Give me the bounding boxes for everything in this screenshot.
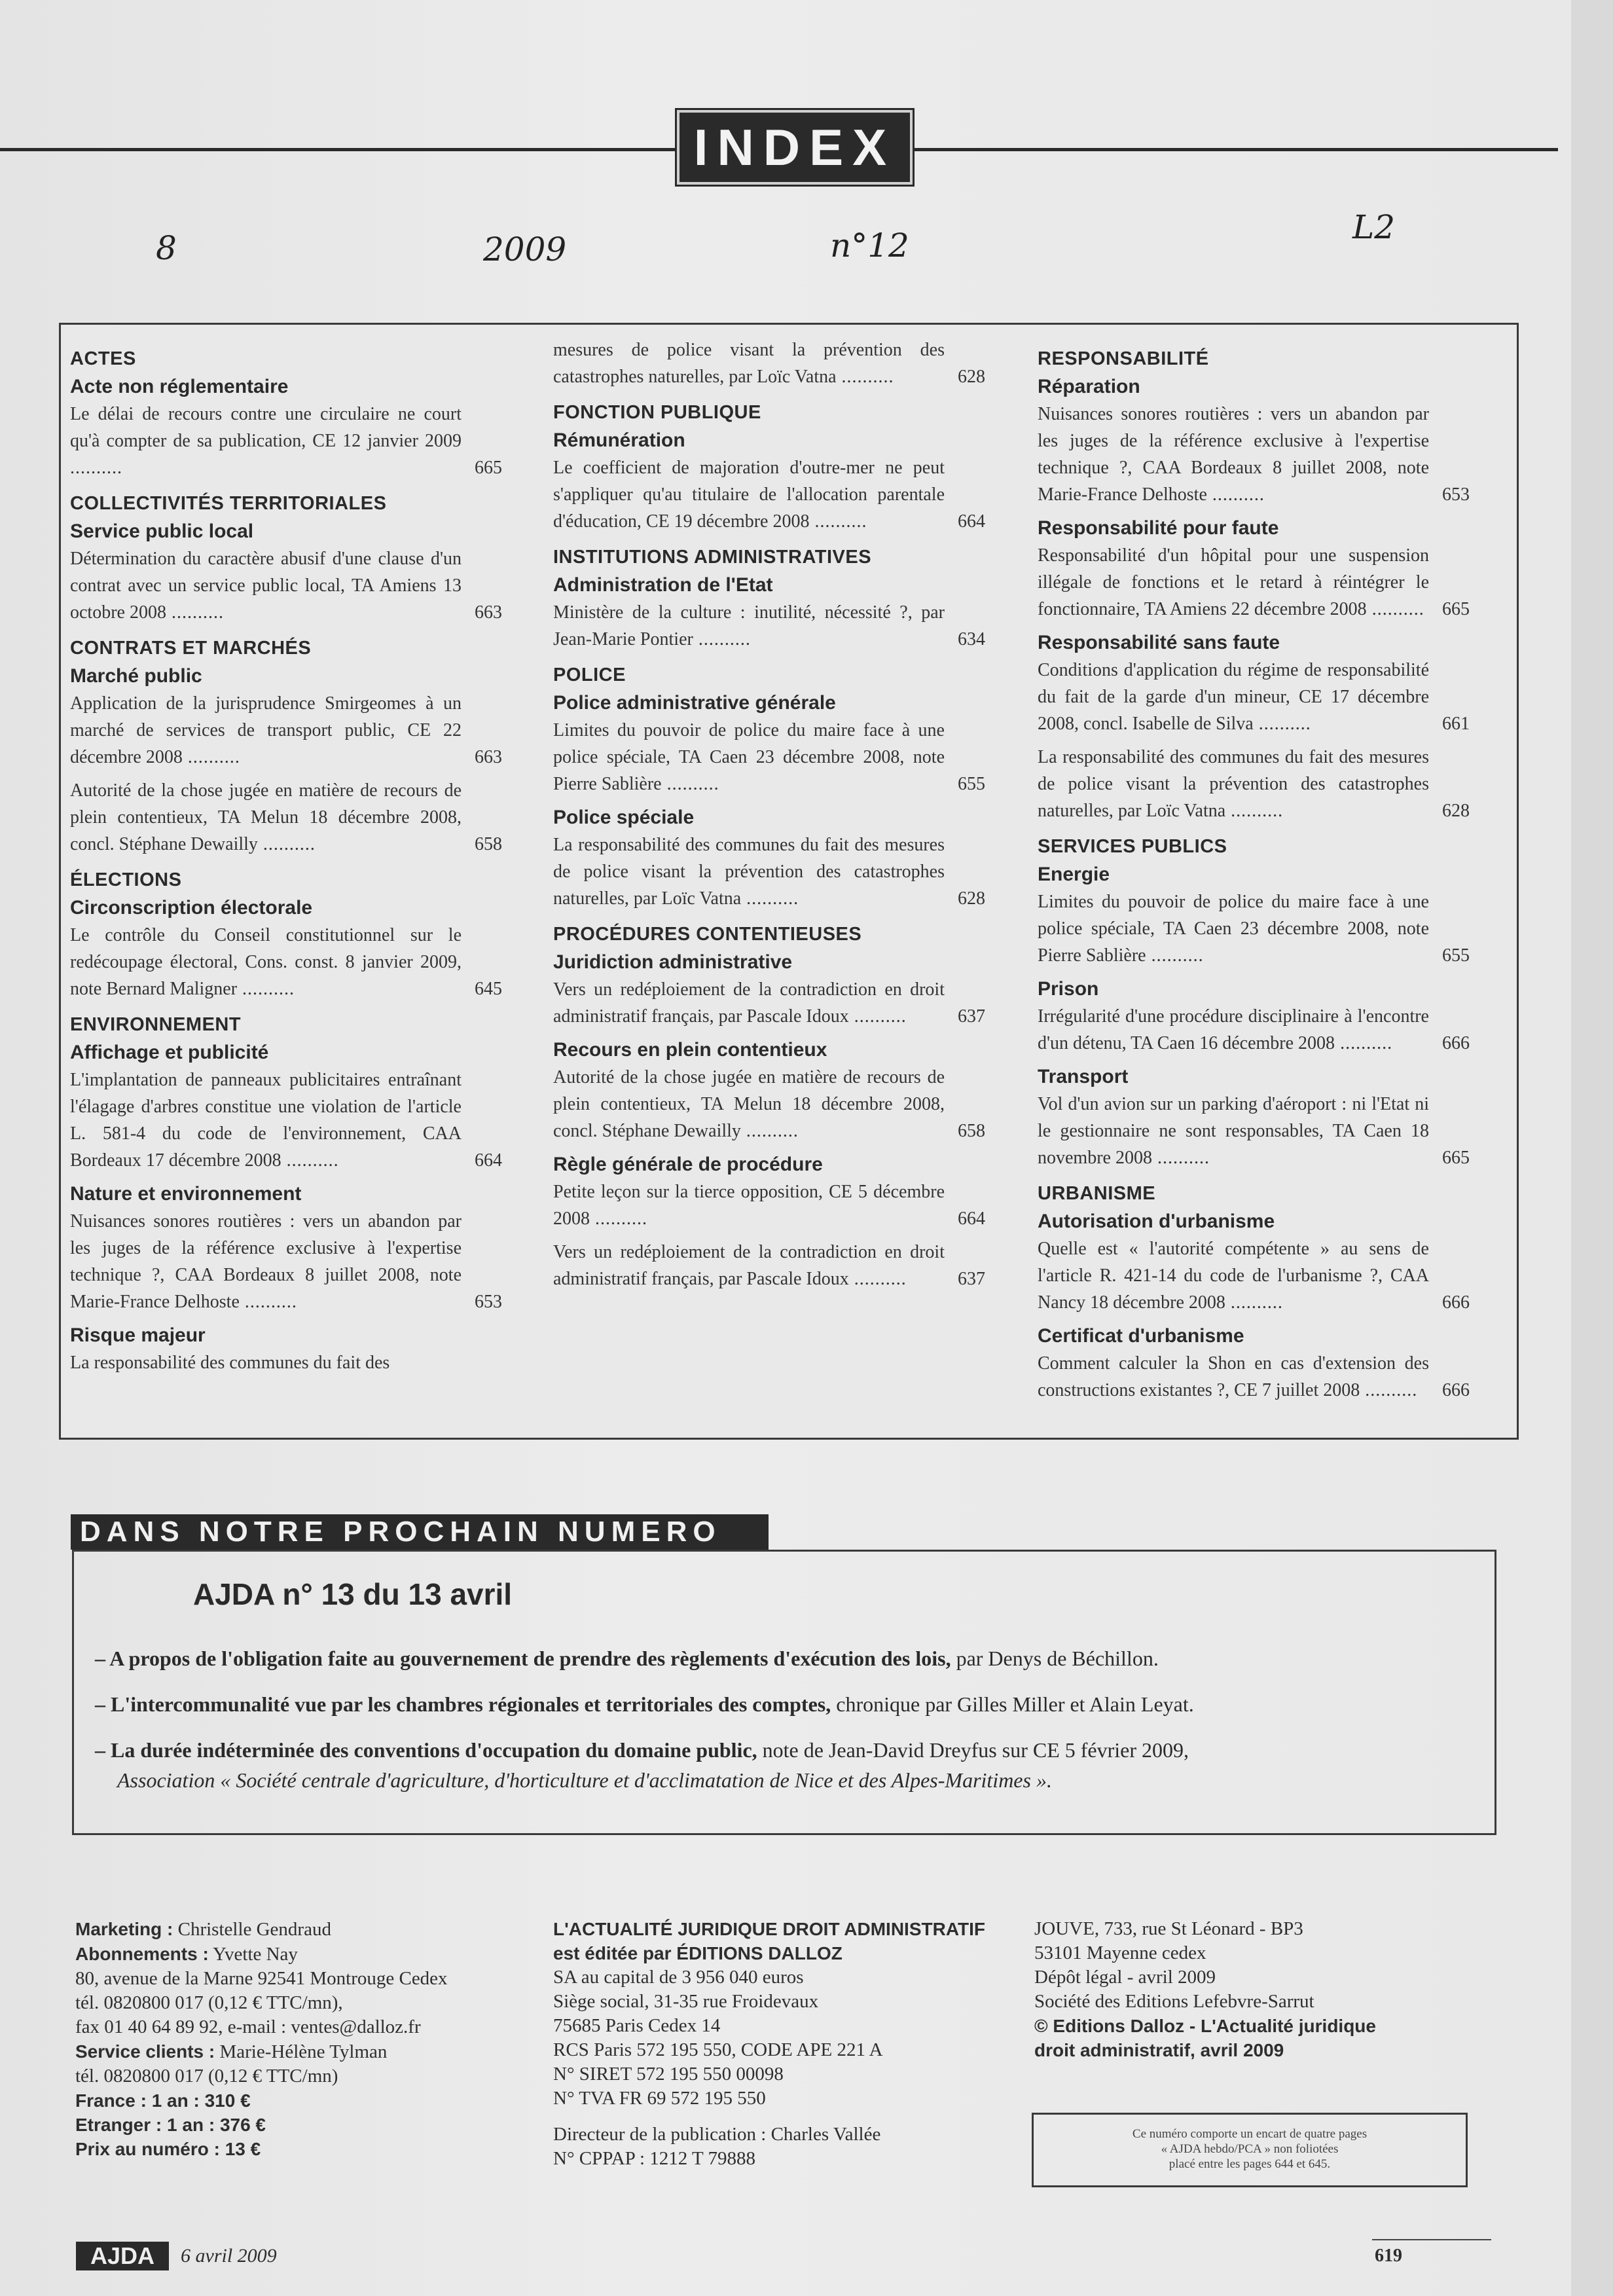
- page-ref: 655: [958, 774, 985, 794]
- subsection-heading: Administration de l'Etat: [553, 574, 773, 596]
- handwritten-issue: n°12: [830, 227, 909, 264]
- leader-dots: ..........: [740, 1121, 799, 1141]
- publisher: est éditée par ÉDITIONS DALLOZ: [553, 1943, 843, 1963]
- entry-text: La responsabilité des communes du fait des mesures de police visant la prévention des catastrophes naturelles, par Loïc Vatna: [553, 835, 945, 909]
- page-ref: 664: [958, 511, 985, 532]
- page-ref: 663: [475, 602, 502, 623]
- subsection-heading: Nature et environnement: [70, 1183, 302, 1205]
- next-item-case: Association « Société centrale d'agriculture, d'horticulture et d'acclimatation de Nice et des Alpes-Maritimes ».: [117, 1768, 1052, 1792]
- leader-dots: ..........: [166, 602, 224, 623]
- page-ref: 658: [958, 1121, 985, 1141]
- index-entry: [70, 1066, 502, 1174]
- page-ref: 628: [958, 367, 985, 387]
- leader-dots: ..........: [848, 1269, 907, 1289]
- subsection-heading: Juridiction administrative: [553, 951, 793, 973]
- rcs: RCS Paris 572 195 550, CODE APE 221 A: [553, 2039, 883, 2060]
- page-ref: 637: [958, 1269, 985, 1289]
- index-entry: [70, 777, 502, 858]
- page-ref: 655: [1442, 945, 1470, 966]
- printer: JOUVE, 733, rue St Léonard - BP3: [1034, 1918, 1303, 1939]
- leader-dots: ..........: [661, 774, 719, 794]
- page-ref: 665: [475, 458, 502, 478]
- leader-dots: ..........: [836, 367, 894, 387]
- phone: tél. 0820800 017 (0,12 € TTC/mn),: [75, 1992, 343, 2013]
- subsection-heading: Service public local: [70, 520, 254, 542]
- section-heading: RESPONSABILITÉ: [1038, 348, 1209, 369]
- leader-dots: ..........: [1366, 599, 1424, 619]
- index-frame: [59, 323, 1519, 1440]
- leader-dots: ..........: [848, 1006, 907, 1027]
- section-heading: ENVIRONNEMENT: [70, 1014, 242, 1035]
- page-ref: 653: [1442, 484, 1470, 505]
- colophon-publisher: [553, 1917, 1024, 2171]
- copyright-2: droit administratif, avril 2009: [1034, 2040, 1284, 2060]
- page-ref: 628: [958, 888, 985, 909]
- entry-text: Le délai de recours contre une circulaire ne court qu'à compter de sa publication, CE 12 janvier 2009: [70, 404, 462, 451]
- subsection-heading: Responsabilité sans faute: [1038, 632, 1280, 653]
- leader-dots: ..........: [1151, 1148, 1210, 1168]
- leader-dots: ..........: [1253, 714, 1311, 734]
- leader-dots: ..........: [1225, 1292, 1283, 1313]
- index-entry: [553, 599, 985, 653]
- notice-line-1: Ce numéro comporte un encart de quatre pages: [1132, 2127, 1368, 2141]
- colophon-printer: [1034, 1917, 1493, 2062]
- index-entry: [553, 717, 985, 797]
- next-item-2: [95, 1689, 1194, 1719]
- handwritten-mark: L2: [1352, 208, 1396, 246]
- subsection-heading: Police administrative générale: [553, 692, 836, 714]
- index-entry: [1038, 888, 1470, 969]
- subsection-heading: Règle générale de procédure: [553, 1154, 823, 1175]
- index-entry: [70, 1208, 502, 1315]
- index-entry: [1038, 1003, 1470, 1057]
- notice-line-2: « AJDA hebdo/PCA » non foliotées: [1161, 2142, 1339, 2156]
- next-item-1: [95, 1643, 1159, 1673]
- next-item-title: – A propos de l'obligation faite au gouvernement de prendre des règlements d'exécution des lois,: [95, 1647, 951, 1670]
- next-issue-box: [72, 1550, 1496, 1835]
- section-heading: SERVICES PUBLICS: [1038, 836, 1227, 857]
- next-item-title: – L'intercommunalité vue par les chambres régionales et territoriales des comptes,: [95, 1692, 831, 1716]
- next-item-author: note de Jean-David Dreyfus sur CE 5 février 2009,: [757, 1738, 1189, 1762]
- price-france: France : 1 an : 310 €: [75, 2090, 251, 2111]
- service-label: Service clients :: [75, 2041, 215, 2062]
- subsection-heading: Prison: [1038, 978, 1099, 1000]
- entry-text: Limites du pouvoir de police du maire face à une police spéciale, TA Caen 23 décembre 2008, note Pierre Sablière: [1038, 892, 1429, 966]
- page-ref: 634: [958, 629, 985, 649]
- subsection-heading: Transport: [1038, 1066, 1129, 1087]
- page-ref: 653: [475, 1292, 502, 1312]
- leader-dots: ..........: [693, 629, 751, 649]
- leader-dots: ..........: [741, 888, 799, 909]
- index-entry: [1038, 1350, 1470, 1404]
- index-entry: [1038, 657, 1470, 737]
- subsection-heading: Recours en plein contentieux: [553, 1039, 827, 1061]
- entry-text: Limites du pouvoir de police du maire face à une police spéciale, TA Caen 23 décembre 2008, note Pierre Sablière: [553, 720, 945, 794]
- subsection-heading: Energie: [1038, 864, 1110, 885]
- index-entry: [1038, 401, 1470, 508]
- tva: N° TVA FR 69 572 195 550: [553, 2088, 766, 2109]
- entry-text: Irrégularité d'une procédure disciplinaire à l'encontre d'un détenu, TA Caen 16 décembre 2008: [1038, 1006, 1429, 1053]
- index-entry: [1038, 1091, 1470, 1171]
- page-ref: 628: [1442, 801, 1470, 821]
- section-heading: ACTES: [70, 348, 136, 369]
- entry-text: Autorité de la chose jugée en matière de recours de plein contentieux, TA Melun 18 décembre 2008, concl. Stéphane Dewailly: [70, 780, 462, 854]
- index-entry: [553, 976, 985, 1030]
- page-ref: 664: [475, 1150, 502, 1171]
- entry-text: Responsabilité d'un hôpital pour une suspension illégale de fonctions et le retard à réintégrer le fonctionnaire, TA Amiens 22 décembre 2008: [1038, 545, 1429, 619]
- entry-text: La responsabilité des communes du fait des: [70, 1353, 390, 1373]
- leader-dots: ..........: [809, 511, 867, 532]
- leader-dots: ..........: [237, 979, 295, 999]
- page-ref: 665: [1442, 1148, 1470, 1168]
- fax-email: fax 01 40 64 89 92, e-mail : ventes@dalloz.fr: [75, 2016, 421, 2037]
- page-ref: 666: [1442, 1033, 1470, 1053]
- index-entry: [553, 1064, 985, 1144]
- section-heading: INSTITUTIONS ADMINISTRATIVES: [553, 547, 872, 568]
- insert-notice: [1032, 2113, 1468, 2187]
- subsection-heading: Autorisation d'urbanisme: [1038, 1211, 1275, 1232]
- entry-text: Nuisances sonores routières : vers un abandon par les juges de la référence exclusive à l'expertise technique ?, CAA Bordeaux 8 juillet 2008, note Marie-France Delhoste: [1038, 404, 1429, 505]
- leader-dots: ..........: [590, 1209, 647, 1229]
- next-item-title: – La durée indéterminée des conventions d'occupation du domaine public,: [95, 1738, 757, 1762]
- leader-dots: ..........: [1146, 945, 1204, 966]
- copyright-1: © Editions Dalloz - L'Actualité juridique: [1034, 2016, 1376, 2036]
- publication-name: L'ACTUALITÉ JURIDIQUE DROIT ADMINISTRATIF: [553, 1919, 985, 1939]
- page-ref: 666: [1442, 1380, 1470, 1400]
- index-entry: [553, 1239, 985, 1292]
- entry-text: Vol d'un avion sur un parking d'aéroport : ni l'Etat ni le gestionnaire ne sont responsables, TA Caen 18 novembre 2008: [1038, 1094, 1429, 1168]
- index-entry: [70, 922, 502, 1002]
- entry-text: Comment calculer la Shon en cas d'extension des constructions existantes ?, CE 7 juillet 2008: [1038, 1353, 1429, 1400]
- entry-text: Détermination du caractère abusif d'une clause d'un contrat avec un service public local, TA Amiens 13 octobre 2008: [70, 549, 462, 623]
- entry-text: Le contrôle du Conseil constitutionnel sur le redécoupage électoral, Cons. const. 8 janvier 2009, note Bernard Maligner: [70, 925, 462, 999]
- leader-dots: ..........: [182, 747, 240, 767]
- printer-city: 53101 Mayenne cedex: [1034, 1942, 1206, 1963]
- index-entry: [553, 337, 985, 390]
- leader-dots: ..........: [257, 834, 316, 854]
- entry-text: Conditions d'application du régime de responsabilité du fait de la garde d'un mineur, CE 17 décembre 2008, concl. Isabelle de Silva: [1038, 660, 1429, 734]
- page-ref: 664: [958, 1209, 985, 1229]
- notice-line-3: placé entre les pages 644 et 645.: [1169, 2157, 1331, 2171]
- section-heading: CONTRATS ET MARCHÉS: [70, 638, 312, 659]
- subsection-heading: Marché public: [70, 665, 202, 687]
- page-ref: 637: [958, 1006, 985, 1027]
- subsection-heading: Certificat d'urbanisme: [1038, 1325, 1244, 1347]
- subsection-heading: Réparation: [1038, 376, 1140, 397]
- section-heading: ÉLECTIONS: [70, 869, 182, 890]
- service-name: Marie-Hélène Tylman: [219, 2041, 388, 2062]
- next-issue-heading: DANS NOTRE PROCHAIN NUMERO: [71, 1514, 769, 1550]
- leader-dots: ..........: [1335, 1033, 1393, 1053]
- index-title: INDEX: [677, 110, 913, 185]
- city: 75685 Paris Cedex 14: [553, 2015, 721, 2036]
- page-ref: 661: [1442, 714, 1470, 734]
- index-entry: [553, 454, 985, 535]
- page-edge: [1571, 0, 1613, 2296]
- leader-dots: ..........: [281, 1150, 339, 1171]
- subsection-heading: Affichage et publicité: [70, 1042, 269, 1063]
- index-entry: [1038, 744, 1470, 824]
- legal-deposit: Dépôt légal - avril 2009: [1034, 1967, 1216, 1988]
- service-phone: tél. 0820800 017 (0,12 € TTC/mn): [75, 2066, 338, 2086]
- index-column-3: [1038, 337, 1470, 1410]
- director: Directeur de la publication : Charles Vallée: [553, 2124, 881, 2145]
- section-heading: URBANISME: [1038, 1183, 1156, 1204]
- entry-text: Nuisances sonores routières : vers un abandon par les juges de la référence exclusive à l'expertise technique ?, CAA Bordeaux 8 juillet 2008, note Marie-France Delhoste: [70, 1211, 462, 1312]
- abonnements-name: Yvette Nay: [212, 1944, 298, 1965]
- abonnements-label: Abonnements :: [75, 1944, 209, 1964]
- index-entry: [70, 1349, 502, 1376]
- ajda-logo: AJDA: [76, 2242, 169, 2270]
- page-ref: 663: [475, 747, 502, 767]
- next-issue-number: AJDA n° 13 du 13 avril: [193, 1577, 513, 1611]
- entry-text: L'implantation de panneaux publicitaires entraînant l'élagage d'arbres constitue une violation de l'article L. 581-4 du code de l'environnement, CAA Bordeaux 17 décembre 2008: [70, 1070, 462, 1171]
- footer-rule: [1372, 2239, 1491, 2240]
- index-entry: [553, 831, 985, 912]
- section-heading: POLICE: [553, 665, 626, 685]
- page-ref: 645: [475, 979, 502, 999]
- handwritten-year: 2009: [483, 230, 567, 268]
- entry-text: Application de la jurisprudence Smirgeomes à un marché de services de transport public, CE 22 décembre 2008: [70, 693, 462, 767]
- index-entry: [70, 401, 502, 481]
- index-entry: [1038, 542, 1470, 623]
- page-number: 619: [1375, 2246, 1402, 2266]
- index-entry: [70, 690, 502, 771]
- entry-text: Le coefficient de majoration d'outre-mer ne peut s'appliquer qu'au titulaire de l'allocation parentale d'éducation, CE 19 décembre 2008: [553, 458, 945, 532]
- marketing-label: Marketing :: [75, 1919, 173, 1939]
- leader-dots: ..........: [1206, 484, 1265, 505]
- entry-text: Vers un redéploiement de la contradiction en droit administratif français, par Pascale Idoux: [553, 979, 945, 1027]
- leader-dots: ..........: [70, 458, 122, 478]
- index-column-1: [70, 337, 502, 1383]
- leader-dots: ..........: [1225, 801, 1284, 821]
- page-ref: 666: [1442, 1292, 1470, 1313]
- index-entry: [553, 1178, 985, 1232]
- entry-text: Ministère de la culture : inutilité, nécessité ?, par Jean-Marie Pontier: [553, 602, 945, 649]
- section-heading: COLLECTIVITÉS TERRITORIALES: [70, 493, 387, 514]
- subsection-heading: Circonscription électorale: [70, 897, 313, 919]
- leader-dots: ..........: [1360, 1380, 1418, 1400]
- entry-text: La responsabilité des communes du fait des mesures de police visant la prévention des catastrophes naturelles, par Loïc Vatna: [1038, 747, 1429, 821]
- cppap: N° CPPAP : 1212 T 79888: [553, 2148, 755, 2169]
- price-issue: Prix au numéro : 13 €: [75, 2139, 261, 2159]
- footer-date: 6 avril 2009: [181, 2245, 277, 2267]
- entry-text: mesures de police visant la prévention des catastrophes naturelles, par Loïc Vatna: [553, 340, 945, 387]
- section-heading: FONCTION PUBLIQUE: [553, 402, 761, 423]
- entry-text: Quelle est « l'autorité compétente » au sens de l'article R. 421-14 du code de l'urbanisme ?, CAA Nancy 18 décembre 2008: [1038, 1239, 1429, 1313]
- siret: N° SIRET 572 195 550 00098: [553, 2064, 784, 2085]
- marketing-name: Christelle Gendraud: [177, 1919, 331, 1940]
- next-item-3: [95, 1735, 1189, 1795]
- subsection-heading: Rémunération: [553, 429, 685, 451]
- entry-text: Vers un redéploiement de la contradiction en droit administratif français, par Pascale Idoux: [553, 1242, 945, 1289]
- entry-text: Autorité de la chose jugée en matière de recours de plein contentieux, TA Melun 18 décembre 2008, concl. Stéphane Dewailly: [553, 1067, 945, 1141]
- page-ref: 665: [1442, 599, 1470, 619]
- subsection-heading: Acte non réglementaire: [70, 376, 289, 397]
- index-column-2: [553, 337, 985, 1299]
- subsection-heading: Police spéciale: [553, 807, 695, 828]
- subsection-heading: Responsabilité pour faute: [1038, 517, 1279, 539]
- price-etranger: Etranger : 1 an : 376 €: [75, 2115, 266, 2135]
- next-item-author: chronique par Gilles Miller et Alain Leyat.: [831, 1692, 1194, 1716]
- section-heading: PROCÉDURES CONTENTIEUSES: [553, 924, 862, 945]
- next-item-author: par Denys de Béchillon.: [951, 1647, 1159, 1670]
- page-ref: 658: [475, 834, 502, 854]
- index-entry: [70, 545, 502, 626]
- company: Société des Editions Lefebvre-Sarrut: [1034, 1991, 1314, 2012]
- subsection-heading: Risque majeur: [70, 1324, 206, 1346]
- handwritten-number: 8: [156, 229, 177, 267]
- siege: Siège social, 31-35 rue Froidevaux: [553, 1991, 819, 2012]
- index-entry: [1038, 1235, 1470, 1316]
- capital: SA au capital de 3 956 040 euros: [553, 1967, 804, 1988]
- colophon-contacts: [75, 1917, 573, 2161]
- leader-dots: ..........: [239, 1292, 297, 1312]
- entry-text: Petite leçon sur la tierce opposition, CE 5 décembre 2008: [553, 1182, 945, 1229]
- address: 80, avenue de la Marne 92541 Montrouge Cedex: [75, 1968, 448, 1989]
